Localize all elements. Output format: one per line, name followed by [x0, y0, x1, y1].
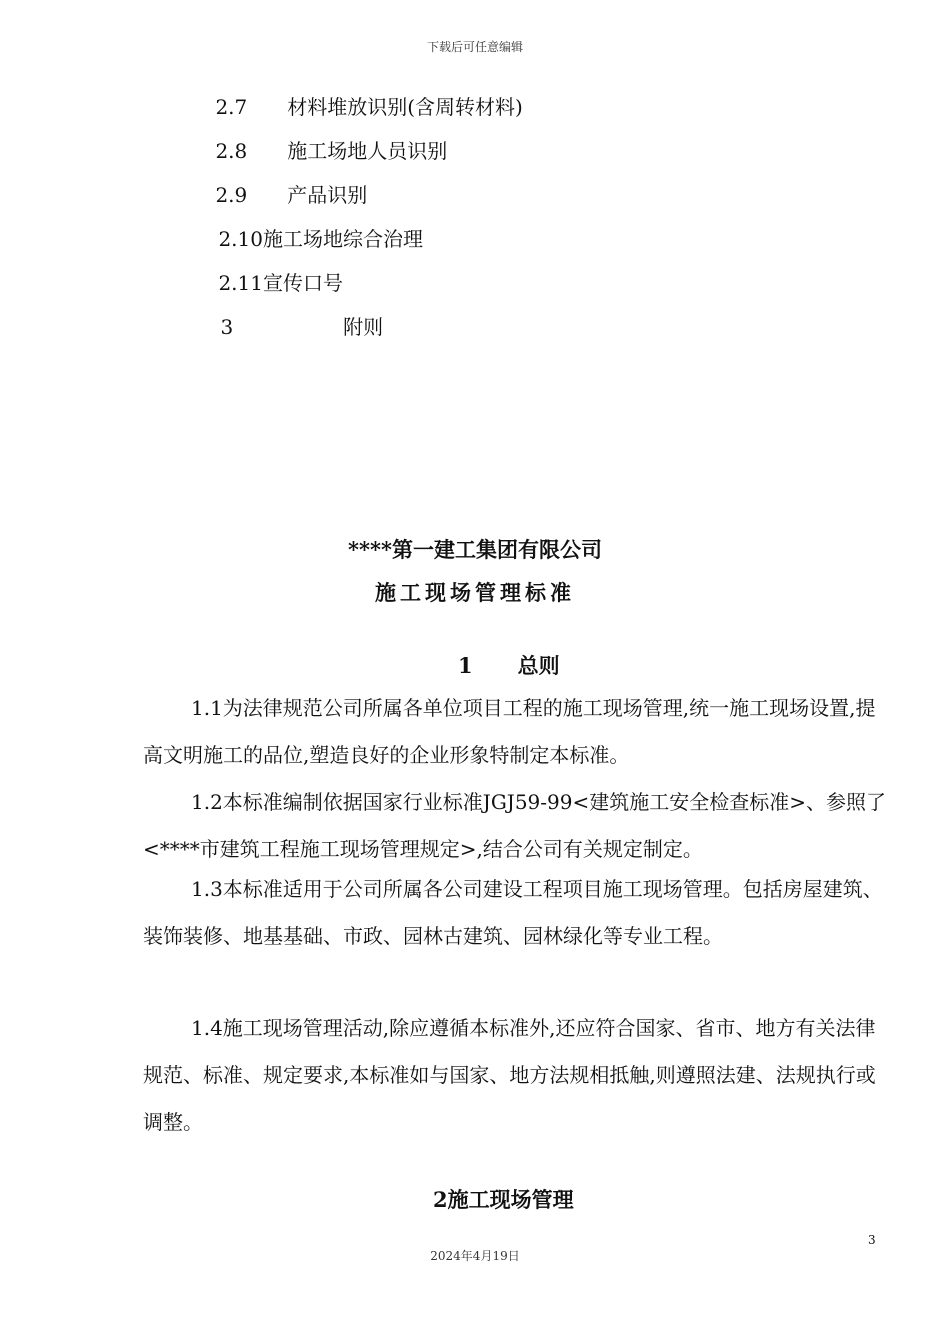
- paragraph-1-4: 1.4施工现场管理活动,除应遵循本标准外,还应符合国家、省市、地方有关法律规范、标准、规定要求,本标准如与国家、地方法规相抵触,则遵照法建、法规执行或调整。: [143, 1016, 876, 1134]
- toc-num: 2.11: [218, 271, 263, 295]
- toc-label: 产品识别: [287, 183, 368, 207]
- section-label: 总则: [517, 653, 560, 678]
- toc-label: 施工场地综合治理: [262, 227, 423, 251]
- toc-label: 附则: [343, 315, 384, 339]
- page-number: 3: [868, 1233, 876, 1247]
- section-2-heading: 2施工现场管理: [433, 1187, 574, 1212]
- paragraph-1-1: 1.1为法律规范公司所属各单位项目工程的施工现场管理,统一施工现场设置,提高文明施工的品位,塑造良好的企业形象特制定本标准。: [143, 696, 876, 767]
- toc-num: 2.8: [215, 139, 248, 163]
- paragraph-1-2: 1.2本标准编制依据国家行业标准JGJ59-99<建筑施工安全检查标准>、参照了<****市建筑工程施工现场管理规定>,结合公司有关规定制定。: [143, 790, 886, 861]
- section-num: 1: [458, 653, 473, 678]
- paragraph-1-3: 1.3本标准适用于公司所属各公司建设工程项目施工现场管理。包括房屋建筑、装饰装修、地基基础、市政、园林古建筑、园林绿化等专业工程。: [143, 877, 883, 948]
- toc-label: 材料堆放识别(含周转材料): [287, 95, 523, 119]
- toc-num: 2.9: [215, 183, 248, 207]
- toc-num: 3: [220, 315, 234, 339]
- toc-label: 宣传口号: [262, 271, 343, 295]
- document-title: 施工现场管理标准: [375, 580, 575, 605]
- section-1-heading: [458, 650, 560, 680]
- company-name: ****第一建工集团有限公司: [348, 537, 602, 562]
- toc-label: 施工场地人员识别: [287, 139, 448, 163]
- page-footer-date: 2024年4月19日: [430, 1249, 520, 1263]
- toc-num: 2.7: [215, 95, 248, 119]
- page-header: 下载后可任意编辑: [426, 40, 523, 54]
- toc-num: 2.10: [218, 227, 263, 251]
- toc-item-3: [195, 287, 383, 364]
